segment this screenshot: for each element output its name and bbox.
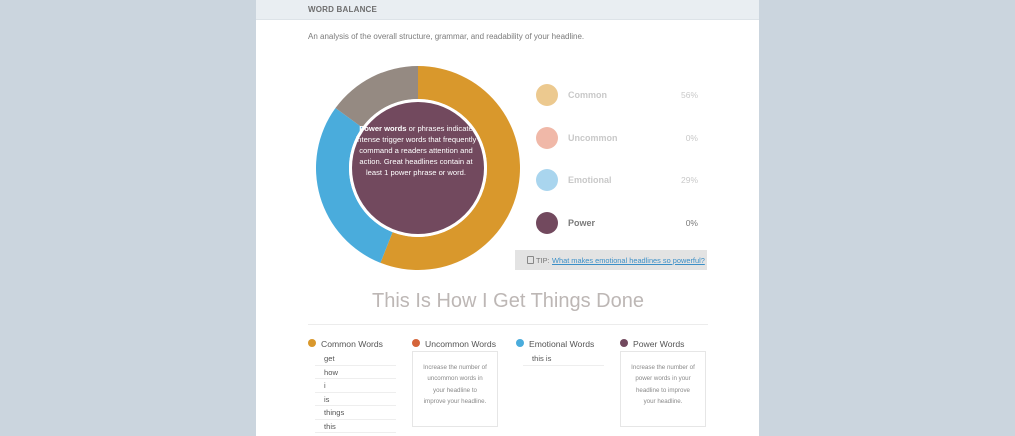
legend-dot-power: [536, 212, 558, 234]
divider: [308, 324, 708, 325]
headline-title: This Is How I Get Things Done: [372, 290, 644, 312]
emotional-words-heading: [516, 338, 606, 350]
uncommon-words-hint: Increase the number of uncommon words in your headline to improve your headline.: [412, 351, 498, 427]
tip-prefix: TIP:: [536, 256, 550, 265]
uncommon-words-title: Uncommon Words: [425, 339, 496, 349]
uncommon-words-dot: [412, 339, 420, 347]
legend-item-power: [536, 212, 698, 236]
donut-center-text: [351, 123, 481, 217]
legend-value-emotional: 29%: [680, 175, 698, 185]
common-words-dot: [308, 339, 316, 347]
tip-link[interactable]: What makes emotional headlines so powerful?: [552, 256, 705, 265]
power-words-hint: Increase the number of power words in your headline to improve your headline.: [620, 351, 706, 427]
power-words-dot: [620, 339, 628, 347]
section-header: [256, 0, 759, 20]
power-words-column: [620, 338, 710, 405]
legend-label-uncommon: Uncommon: [568, 133, 618, 143]
word-balance-panel: [256, 0, 759, 436]
emotional-words-column: [516, 338, 606, 363]
list-item: i: [315, 379, 396, 393]
uncommon-words-heading: [412, 338, 502, 350]
legend-value-uncommon: 0%: [685, 133, 698, 143]
common-words-list: [315, 352, 396, 433]
section-title: WORD BALANCE: [308, 5, 378, 14]
power-words-heading: [620, 338, 710, 350]
legend-value-common: 56%: [680, 90, 698, 100]
legend-label-common: Common: [568, 90, 607, 100]
emotional-words-title: Emotional Words: [529, 339, 595, 349]
legend-dot-emotional: [536, 169, 558, 191]
list-item: how: [315, 366, 396, 380]
legend-item-common: [536, 84, 698, 108]
list-item: get: [315, 352, 396, 366]
donut-center-bold: Power words: [359, 124, 407, 133]
uncommon-words-column: [412, 338, 502, 405]
legend-item-uncommon: [536, 127, 698, 151]
legend-dot-uncommon: [536, 127, 558, 149]
common-words-column: [308, 338, 398, 431]
legend-dot-common: [536, 84, 558, 106]
power-words-title: Power Words: [633, 339, 685, 349]
list-item: things: [315, 406, 396, 420]
legend-value-power: 0%: [685, 218, 698, 228]
emotional-words-list: [523, 352, 604, 366]
section-subtitle: An analysis of the overall structure, grammar, and readability of your headline.: [308, 32, 585, 41]
donut-center-description: or phrases indicate intense trigger words that frequently command a readers attention and action. Great headlines contain at least 1 power phrase or word.: [355, 124, 477, 177]
tip-box: [515, 250, 707, 270]
legend-label-emotional: Emotional: [568, 175, 612, 185]
list-item: is: [315, 393, 396, 407]
list-item: this is: [523, 352, 604, 366]
legend-label-power: Power: [568, 218, 596, 228]
emotional-words-dot: [516, 339, 524, 347]
legend-item-emotional: [536, 169, 698, 193]
list-item: this: [315, 420, 396, 434]
common-words-title: Common Words: [321, 339, 383, 349]
common-words-heading: [308, 338, 398, 350]
clipboard-icon: [527, 256, 534, 264]
